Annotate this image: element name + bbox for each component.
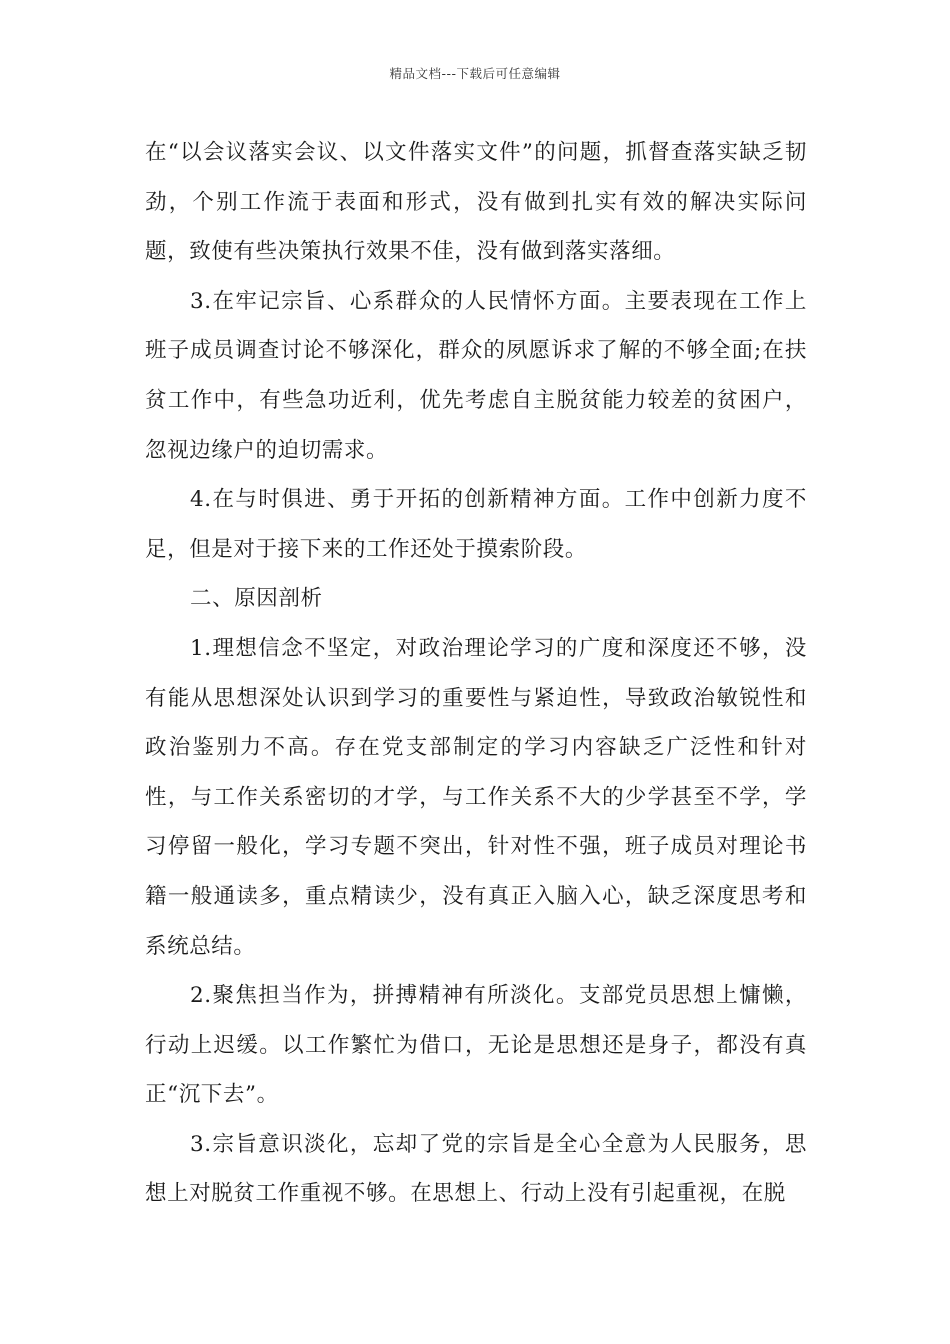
paragraph-item-4-innovation: 4.在与时俱进、勇于开拓的创新精神方面。工作中创新力度不足，但是对于接下来的工作还处于摸索阶段。 — [145, 487, 807, 562]
section-heading-cause-analysis: 二、原因剖析 — [190, 586, 323, 612]
page-header: 精品文档---下载后可任意编辑 — [389, 66, 561, 81]
paragraph-cause-3: 3.宗旨意识淡化，忘却了党的宗旨是全心全意为人民服务，思想上对脱贫工作重视不够。在思想上、行动上没有引起重视，在脱 — [145, 1131, 807, 1207]
document-body — [145, 128, 807, 1219]
paragraph-cause-1: 1.理想信念不坚定，对政治理论学习的广度和深度还不够，没有能从思想深处认识到学习的重要性与紧迫性，导致政治敏锐性和政治鉴别力不高。存在党支部制定的学习内容缺乏广泛性和针对性，与工作关系密切的才学，与工作关系不大的少学甚至不学，学习停留一般化，学习专题不突出，针对性不强，班子成员对理论书籍一般通读多，重点精读少，没有真正入脑入心，缺乏深度思考和系统总结。 — [145, 635, 807, 959]
paragraph-continuation: 在“以会议落实会议、以文件落实文件”的问题，抓督查落实缺乏韧劲，个别工作流于表面和形式，没有做到扎实有效的解决实际问题，致使有些决策执行效果不佳，没有做到落实落细。 — [145, 140, 807, 265]
paragraph-item-3-people: 3.在牢记宗旨、心系群众的人民情怀方面。主要表现在工作上班子成员调查讨论不够深化，群众的夙愿诉求了解的不够全面;在扶贫工作中，有些急功近利，优先考虑自主脱贫能力较差的贫困户，忽视边缘户的迫切需求。 — [145, 288, 807, 463]
paragraph-cause-2: 2.聚焦担当作为，拼搏精神有所淡化。支部党员思想上慵懒，行动上迟缓。以工作繁忙为借口，无论是思想还是身子，都没有真正“沉下去”。 — [145, 983, 807, 1108]
